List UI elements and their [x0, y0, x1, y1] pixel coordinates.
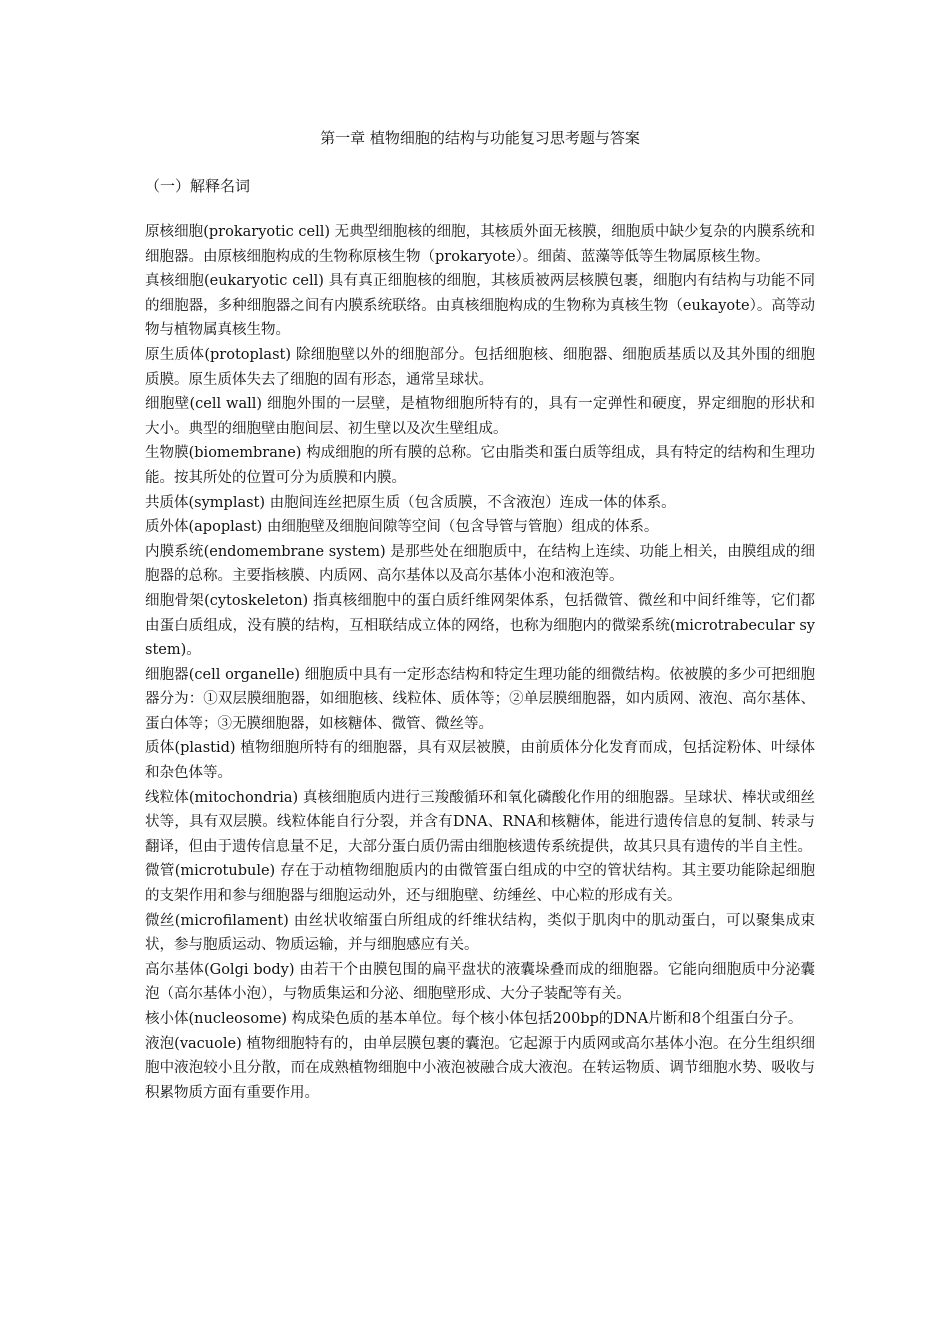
term-entry-cell-organelle: 细胞器(cell organelle) 细胞质中具有一定形态结构和特定生理功能的细微结构。依被膜的多少可把细胞器分为：①双层膜细胞器，如细胞核、线粒体、质体等；②单层膜细胞器，如内质网、液泡、高尔基体、蛋白体等；③无膜细胞器，如核糖体、微管、微丝等。 — [145, 666, 815, 732]
term-entry-vacuole: 液泡(vacuole) 植物细胞特有的，由单层膜包裹的囊泡。它起源于内质网或高尔基体小泡。在分生组织细胞中液泡较小且分散，而在成熟植物细胞中小液泡被融合成大液泡。在转运物质、调节细胞水势、吸收与积累物质方面有重要作用。 — [145, 1035, 815, 1101]
term-entry-cytoskeleton: 细胞骨架(cytoskeleton) 指真核细胞中的蛋白质纤维网架体系，包括微管、微丝和中间纤维等，它们都由蛋白质组成，没有膜的结构，互相联结成立体的网络，也称为细胞内的微梁系统(microtrabecular system)。 — [145, 592, 815, 659]
term-entry-plastid: 质体(plastid) 植物细胞所特有的细胞器，具有双层被膜，由前质体分化发育而成，包括淀粉体、叶绿体和杂色体等。 — [145, 740, 815, 782]
term-entry-symplast: 共质体(symplast) 由胞间连丝把原生质（包含质膜，不含液泡）连成一体的体系。 — [145, 494, 676, 511]
term-entry-biomembrane: 生物膜(biomembrane) 构成细胞的所有膜的总称。它由脂类和蛋白质等组成，具有特定的结构和生理功能。按其所处的位置可分为质膜和内膜。 — [145, 445, 815, 486]
term-entry-prokaryotic-cell: 原核细胞(prokaryotic cell) 无典型细胞核的细胞，其核质外面无核膜，细胞质中缺少复杂的内膜系统和细胞器。由原核细胞构成的生物称原核生物（prokaryote）。细菌、蓝藻等低等生物属原核生物。 — [145, 224, 815, 265]
term-entry-mitochondria: 线粒体(mitochondria) 真核细胞质内进行三羧酸循环和氧化磷酸化作用的细胞器。呈球状、棒状或细丝状等，具有双层膜。线粒体能自行分裂，并含有DNA、RNA和核糖体，能进行遗传信息的复制、转录与翻译，但由于遗传信息量不足，大部分蛋白质仍需由细胞核遗传系统提供，故其只具有遗传的半自主性。 — [145, 789, 815, 855]
section-heading: （一）解释名词 — [145, 177, 251, 195]
term-definition-list — [145, 220, 815, 1105]
term-entry-golgi-body: 高尔基体(Golgi body) 由若干个由膜包围的扁平盘状的液囊垛叠而成的细胞器。它能向细胞质中分泌囊泡（高尔基体小泡），与物质集运和分泌、细胞壁形成、大分子装配等有关。 — [145, 961, 815, 1003]
term-entry-endomembrane-system: 内膜系统(endomembrane system) 是那些处在细胞质中，在结构上连续、功能上相关，由膜组成的细胞器的总称。主要指核膜、内质网、高尔基体以及高尔基体小泡和液泡等。 — [145, 543, 815, 585]
term-entry-microtubule: 微管(microtubule) 存在于动植物细胞质内的由微管蛋白组成的中空的管状结构。其主要功能除起细胞的支架作用和参与细胞器与细胞运动外，还与细胞壁、纺缍丝、中心粒的形成有关。 — [145, 863, 815, 905]
term-entry-cell-wall: 细胞壁(cell wall) 细胞外围的一层壁，是植物细胞所特有的，具有一定弹性和硬度，界定细胞的形状和大小。典型的细胞壁由胞间层、初生壁以及次生壁组成。 — [145, 396, 815, 437]
term-entry-microfilament: 微丝(microfilament) 由丝状收缩蛋白所组成的纤维状结构，类似于肌肉中的肌动蛋白，可以聚集成束状，参与胞质运动、物质运输，并与细胞感应有关。 — [145, 912, 815, 954]
term-entry-nucleosome: 核小体(nucleosome) 构成染色质的基本单位。每个核小体包括200bp的DNA片断和8个组蛋白分子。 — [145, 1011, 803, 1027]
term-entry-protoplast: 原生质体(protoplast) 除细胞壁以外的细胞部分。包括细胞核、细胞器、细胞质基质以及其外围的细胞质膜。原生质体失去了细胞的固有形态，通常呈球状。 — [145, 346, 815, 388]
term-entry-apoplast: 质外体(apoplast) 由细胞壁及细胞间隙等空间（包含导管与管胞）组成的体系。 — [145, 519, 659, 536]
term-entry-eukaryotic-cell: 真核细胞(eukaryotic cell) 具有真正细胞核的细胞，其核质被两层核膜包裹，细胞内有结构与功能不同的细胞器，多种细胞器之间有内膜系统联络。由真核细胞构成的生物称为真核生物（eukayote）。高等动物与植物属真核生物。 — [145, 273, 815, 339]
document-title: 第一章 植物细胞的结构与功能复习思考题与答案 — [320, 129, 640, 147]
